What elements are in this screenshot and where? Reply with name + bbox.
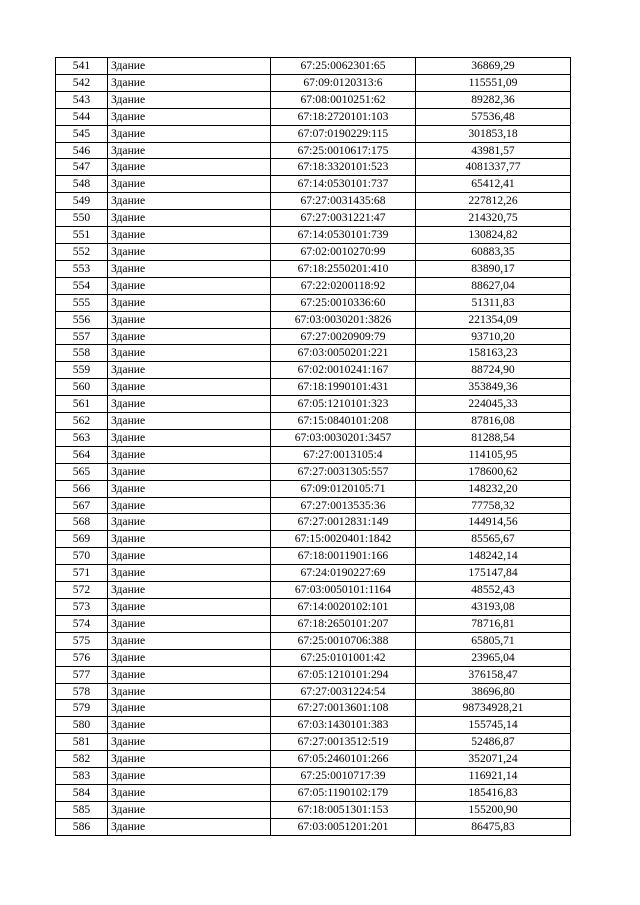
object-type-cell: Здание [108, 818, 271, 835]
row-number-cell: 541 [56, 58, 108, 75]
table-row [56, 362, 571, 379]
cadastral-value-cell: 178600,62 [416, 463, 571, 480]
table-row [56, 328, 571, 345]
cadastral-number-cell: 67:14:0530101:737 [271, 176, 416, 193]
cadastral-value-cell: 83890,17 [416, 260, 571, 277]
object-type-cell: Здание [108, 446, 271, 463]
row-number-cell: 553 [56, 260, 108, 277]
table-row [56, 210, 571, 227]
cadastral-value-cell: 60883,35 [416, 243, 571, 260]
table-row [56, 480, 571, 497]
object-type-cell: Здание [108, 801, 271, 818]
row-number-cell: 556 [56, 311, 108, 328]
cadastral-number-cell: 67:27:0013512:519 [271, 734, 416, 751]
table-row [56, 497, 571, 514]
object-type-cell: Здание [108, 599, 271, 616]
cadastral-number-cell: 67:14:0020102:101 [271, 599, 416, 616]
row-number-cell: 567 [56, 497, 108, 514]
row-number-cell: 558 [56, 345, 108, 362]
table-row [56, 446, 571, 463]
cadastral-value-cell: 89282,36 [416, 91, 571, 108]
row-number-cell: 560 [56, 379, 108, 396]
cadastral-value-cell: 4081337,77 [416, 159, 571, 176]
cadastral-value-cell: 38696,80 [416, 683, 571, 700]
cadastral-value-cell: 155745,14 [416, 717, 571, 734]
table-row [56, 176, 571, 193]
table-row [56, 91, 571, 108]
row-number-cell: 549 [56, 193, 108, 210]
table-row [56, 649, 571, 666]
cadastral-number-cell: 67:05:1210101:294 [271, 666, 416, 683]
cadastral-value-cell: 43981,57 [416, 142, 571, 159]
row-number-cell: 544 [56, 108, 108, 125]
table-row [56, 58, 571, 75]
object-type-cell: Здание [108, 531, 271, 548]
object-type-cell: Здание [108, 717, 271, 734]
cadastral-value-cell: 221354,09 [416, 311, 571, 328]
cadastral-number-cell: 67:27:0020909:79 [271, 328, 416, 345]
cadastral-number-cell: 67:03:0050101:1164 [271, 582, 416, 599]
table-row [56, 751, 571, 768]
row-number-cell: 586 [56, 818, 108, 835]
row-number-cell: 564 [56, 446, 108, 463]
cadastral-value-cell: 130824,82 [416, 227, 571, 244]
table-row [56, 227, 571, 244]
cadastral-value-cell: 36869,29 [416, 58, 571, 75]
object-type-cell: Здание [108, 74, 271, 91]
cadastral-value-cell: 65805,71 [416, 632, 571, 649]
object-type-cell: Здание [108, 768, 271, 785]
cadastral-value-cell: 115551,09 [416, 74, 571, 91]
object-type-cell: Здание [108, 227, 271, 244]
table-row [56, 463, 571, 480]
cadastral-number-cell: 67:03:0051201:201 [271, 818, 416, 835]
cadastral-value-cell: 57536,48 [416, 108, 571, 125]
cadastral-value-cell: 77758,32 [416, 497, 571, 514]
row-number-cell: 547 [56, 159, 108, 176]
row-number-cell: 584 [56, 784, 108, 801]
table-row [56, 74, 571, 91]
table-row [56, 429, 571, 446]
table-row [56, 345, 571, 362]
object-type-cell: Здание [108, 210, 271, 227]
object-type-cell: Здание [108, 565, 271, 582]
table-row [56, 599, 571, 616]
table-row [56, 159, 571, 176]
cadastral-number-cell: 67:27:0013535:36 [271, 497, 416, 514]
cadastral-number-cell: 67:27:0031305:557 [271, 463, 416, 480]
cadastral-value-cell: 48552,43 [416, 582, 571, 599]
cadastral-number-cell: 67:15:0840101:208 [271, 413, 416, 430]
cadastral-value-cell: 78716,81 [416, 615, 571, 632]
object-type-cell: Здание [108, 379, 271, 396]
cadastral-value-cell: 214320,75 [416, 210, 571, 227]
object-type-cell: Здание [108, 142, 271, 159]
cadastral-number-cell: 67:25:0010617:175 [271, 142, 416, 159]
cadastral-number-cell: 67:08:0010251:62 [271, 91, 416, 108]
object-type-cell: Здание [108, 784, 271, 801]
row-number-cell: 582 [56, 751, 108, 768]
table-row [56, 700, 571, 717]
cadastral-value-cell: 93710,20 [416, 328, 571, 345]
cadastral-value-cell: 51311,83 [416, 294, 571, 311]
row-number-cell: 557 [56, 328, 108, 345]
row-number-cell: 542 [56, 74, 108, 91]
table-row [56, 734, 571, 751]
cadastral-number-cell: 67:27:0013105:4 [271, 446, 416, 463]
row-number-cell: 545 [56, 125, 108, 142]
cadastral-number-cell: 67:05:1210101:323 [271, 396, 416, 413]
cadastral-number-cell: 67:18:3320101:523 [271, 159, 416, 176]
row-number-cell: 561 [56, 396, 108, 413]
object-type-cell: Здание [108, 193, 271, 210]
cadastral-value-cell: 352071,24 [416, 751, 571, 768]
object-type-cell: Здание [108, 108, 271, 125]
row-number-cell: 562 [56, 413, 108, 430]
row-number-cell: 566 [56, 480, 108, 497]
row-number-cell: 578 [56, 683, 108, 700]
row-number-cell: 550 [56, 210, 108, 227]
cadastral-value-cell: 353849,36 [416, 379, 571, 396]
row-number-cell: 573 [56, 599, 108, 616]
row-number-cell: 546 [56, 142, 108, 159]
cadastral-value-cell: 81288,54 [416, 429, 571, 446]
cadastral-number-cell: 67:03:1430101:383 [271, 717, 416, 734]
document-page [55, 57, 570, 836]
table-row [56, 193, 571, 210]
cadastral-number-cell: 67:02:0010241:167 [271, 362, 416, 379]
object-type-cell: Здание [108, 548, 271, 565]
cadastral-number-cell: 67:18:2550201:410 [271, 260, 416, 277]
table-row [56, 379, 571, 396]
row-number-cell: 574 [56, 615, 108, 632]
cadastral-value-cell: 23965,04 [416, 649, 571, 666]
table-row [56, 615, 571, 632]
object-type-cell: Здание [108, 615, 271, 632]
object-type-cell: Здание [108, 751, 271, 768]
cadastral-value-cell: 43193,08 [416, 599, 571, 616]
table-row [56, 108, 571, 125]
object-type-cell: Здание [108, 328, 271, 345]
cadastral-number-cell: 67:27:0012831:149 [271, 514, 416, 531]
table-row [56, 243, 571, 260]
cadastral-value-cell: 98734928,21 [416, 700, 571, 717]
row-number-cell: 575 [56, 632, 108, 649]
object-type-cell: Здание [108, 666, 271, 683]
cadastral-number-cell: 67:25:0010336:60 [271, 294, 416, 311]
object-type-cell: Здание [108, 243, 271, 260]
table-row [56, 396, 571, 413]
cadastral-number-cell: 67:27:0013601:108 [271, 700, 416, 717]
row-number-cell: 580 [56, 717, 108, 734]
cadastral-number-cell: 67:27:0031224:54 [271, 683, 416, 700]
cadastral-value-cell: 376158,47 [416, 666, 571, 683]
cadastral-value-cell: 185416,83 [416, 784, 571, 801]
table-row [56, 311, 571, 328]
object-type-cell: Здание [108, 429, 271, 446]
row-number-cell: 569 [56, 531, 108, 548]
cadastral-number-cell: 67:27:0031221:47 [271, 210, 416, 227]
object-type-cell: Здание [108, 396, 271, 413]
row-number-cell: 570 [56, 548, 108, 565]
object-type-cell: Здание [108, 176, 271, 193]
cadastral-number-cell: 67:09:0120105:71 [271, 480, 416, 497]
cadastral-value-cell: 88724,90 [416, 362, 571, 379]
row-number-cell: 579 [56, 700, 108, 717]
row-number-cell: 581 [56, 734, 108, 751]
cadastral-number-cell: 67:05:1190102:179 [271, 784, 416, 801]
cadastral-number-cell: 67:18:0051301:153 [271, 801, 416, 818]
table-row [56, 717, 571, 734]
object-type-cell: Здание [108, 125, 271, 142]
cadastral-value-cell: 114105,95 [416, 446, 571, 463]
cadastral-value-cell: 175147,84 [416, 565, 571, 582]
row-number-cell: 572 [56, 582, 108, 599]
object-type-cell: Здание [108, 497, 271, 514]
cadastral-value-cell: 227812,26 [416, 193, 571, 210]
cadastral-number-cell: 67:22:0200118:92 [271, 277, 416, 294]
table-row [56, 125, 571, 142]
row-number-cell: 559 [56, 362, 108, 379]
table-row [56, 666, 571, 683]
cadastral-number-cell: 67:18:1990101:431 [271, 379, 416, 396]
cadastral-number-cell: 67:25:0101001:42 [271, 649, 416, 666]
cadastral-number-cell: 67:27:0031435:68 [271, 193, 416, 210]
table-row [56, 514, 571, 531]
object-type-cell: Здание [108, 683, 271, 700]
object-type-cell: Здание [108, 463, 271, 480]
cadastral-number-cell: 67:18:2720101:103 [271, 108, 416, 125]
table-row [56, 548, 571, 565]
cadastral-value-cell: 155200,90 [416, 801, 571, 818]
object-type-cell: Здание [108, 58, 271, 75]
table-row [56, 683, 571, 700]
object-type-cell: Здание [108, 514, 271, 531]
cadastral-number-cell: 67:25:0010717:39 [271, 768, 416, 785]
cadastral-number-cell: 67:15:0020401:1842 [271, 531, 416, 548]
object-type-cell: Здание [108, 294, 271, 311]
row-number-cell: 555 [56, 294, 108, 311]
object-type-cell: Здание [108, 649, 271, 666]
table-row [56, 260, 571, 277]
object-type-cell: Здание [108, 734, 271, 751]
cadastral-value-cell: 85565,67 [416, 531, 571, 548]
cadastral-number-cell: 67:24:0190227:69 [271, 565, 416, 582]
row-number-cell: 543 [56, 91, 108, 108]
row-number-cell: 577 [56, 666, 108, 683]
row-number-cell: 571 [56, 565, 108, 582]
table-row [56, 294, 571, 311]
cadastral-value-table [55, 57, 571, 836]
cadastral-value-cell: 224045,33 [416, 396, 571, 413]
row-number-cell: 554 [56, 277, 108, 294]
object-type-cell: Здание [108, 91, 271, 108]
cadastral-number-cell: 67:02:0010270:99 [271, 243, 416, 260]
table-row [56, 784, 571, 801]
cadastral-number-cell: 67:25:0010706:388 [271, 632, 416, 649]
table-body [56, 58, 571, 836]
object-type-cell: Здание [108, 582, 271, 599]
cadastral-value-cell: 88627,04 [416, 277, 571, 294]
table-row [56, 531, 571, 548]
cadastral-value-cell: 148232,20 [416, 480, 571, 497]
cadastral-value-cell: 144914,56 [416, 514, 571, 531]
cadastral-value-cell: 86475,83 [416, 818, 571, 835]
row-number-cell: 583 [56, 768, 108, 785]
table-row [56, 413, 571, 430]
cadastral-number-cell: 67:18:2650101:207 [271, 615, 416, 632]
row-number-cell: 563 [56, 429, 108, 446]
cadastral-value-cell: 87816,08 [416, 413, 571, 430]
object-type-cell: Здание [108, 700, 271, 717]
table-row [56, 818, 571, 835]
cadastral-value-cell: 158163,23 [416, 345, 571, 362]
object-type-cell: Здание [108, 311, 271, 328]
cadastral-number-cell: 67:05:2460101:266 [271, 751, 416, 768]
table-row [56, 801, 571, 818]
cadastral-number-cell: 67:03:0050201:221 [271, 345, 416, 362]
cadastral-value-cell: 116921,14 [416, 768, 571, 785]
table-row [56, 277, 571, 294]
object-type-cell: Здание [108, 159, 271, 176]
table-row [56, 768, 571, 785]
cadastral-number-cell: 67:09:0120313:6 [271, 74, 416, 91]
cadastral-number-cell: 67:03:0030201:3457 [271, 429, 416, 446]
object-type-cell: Здание [108, 277, 271, 294]
row-number-cell: 576 [56, 649, 108, 666]
cadastral-value-cell: 52486,87 [416, 734, 571, 751]
cadastral-number-cell: 67:03:0030201:3826 [271, 311, 416, 328]
cadastral-number-cell: 67:25:0062301:65 [271, 58, 416, 75]
cadastral-number-cell: 67:07:0190229:115 [271, 125, 416, 142]
object-type-cell: Здание [108, 480, 271, 497]
table-row [56, 632, 571, 649]
row-number-cell: 548 [56, 176, 108, 193]
table-row [56, 565, 571, 582]
object-type-cell: Здание [108, 260, 271, 277]
table-row [56, 142, 571, 159]
object-type-cell: Здание [108, 632, 271, 649]
object-type-cell: Здание [108, 345, 271, 362]
cadastral-value-cell: 148242,14 [416, 548, 571, 565]
row-number-cell: 551 [56, 227, 108, 244]
cadastral-number-cell: 67:14:0530101:739 [271, 227, 416, 244]
row-number-cell: 568 [56, 514, 108, 531]
object-type-cell: Здание [108, 362, 271, 379]
row-number-cell: 565 [56, 463, 108, 480]
object-type-cell: Здание [108, 413, 271, 430]
row-number-cell: 552 [56, 243, 108, 260]
table-row [56, 582, 571, 599]
cadastral-value-cell: 301853,18 [416, 125, 571, 142]
cadastral-number-cell: 67:18:0011901:166 [271, 548, 416, 565]
row-number-cell: 585 [56, 801, 108, 818]
cadastral-value-cell: 65412,41 [416, 176, 571, 193]
